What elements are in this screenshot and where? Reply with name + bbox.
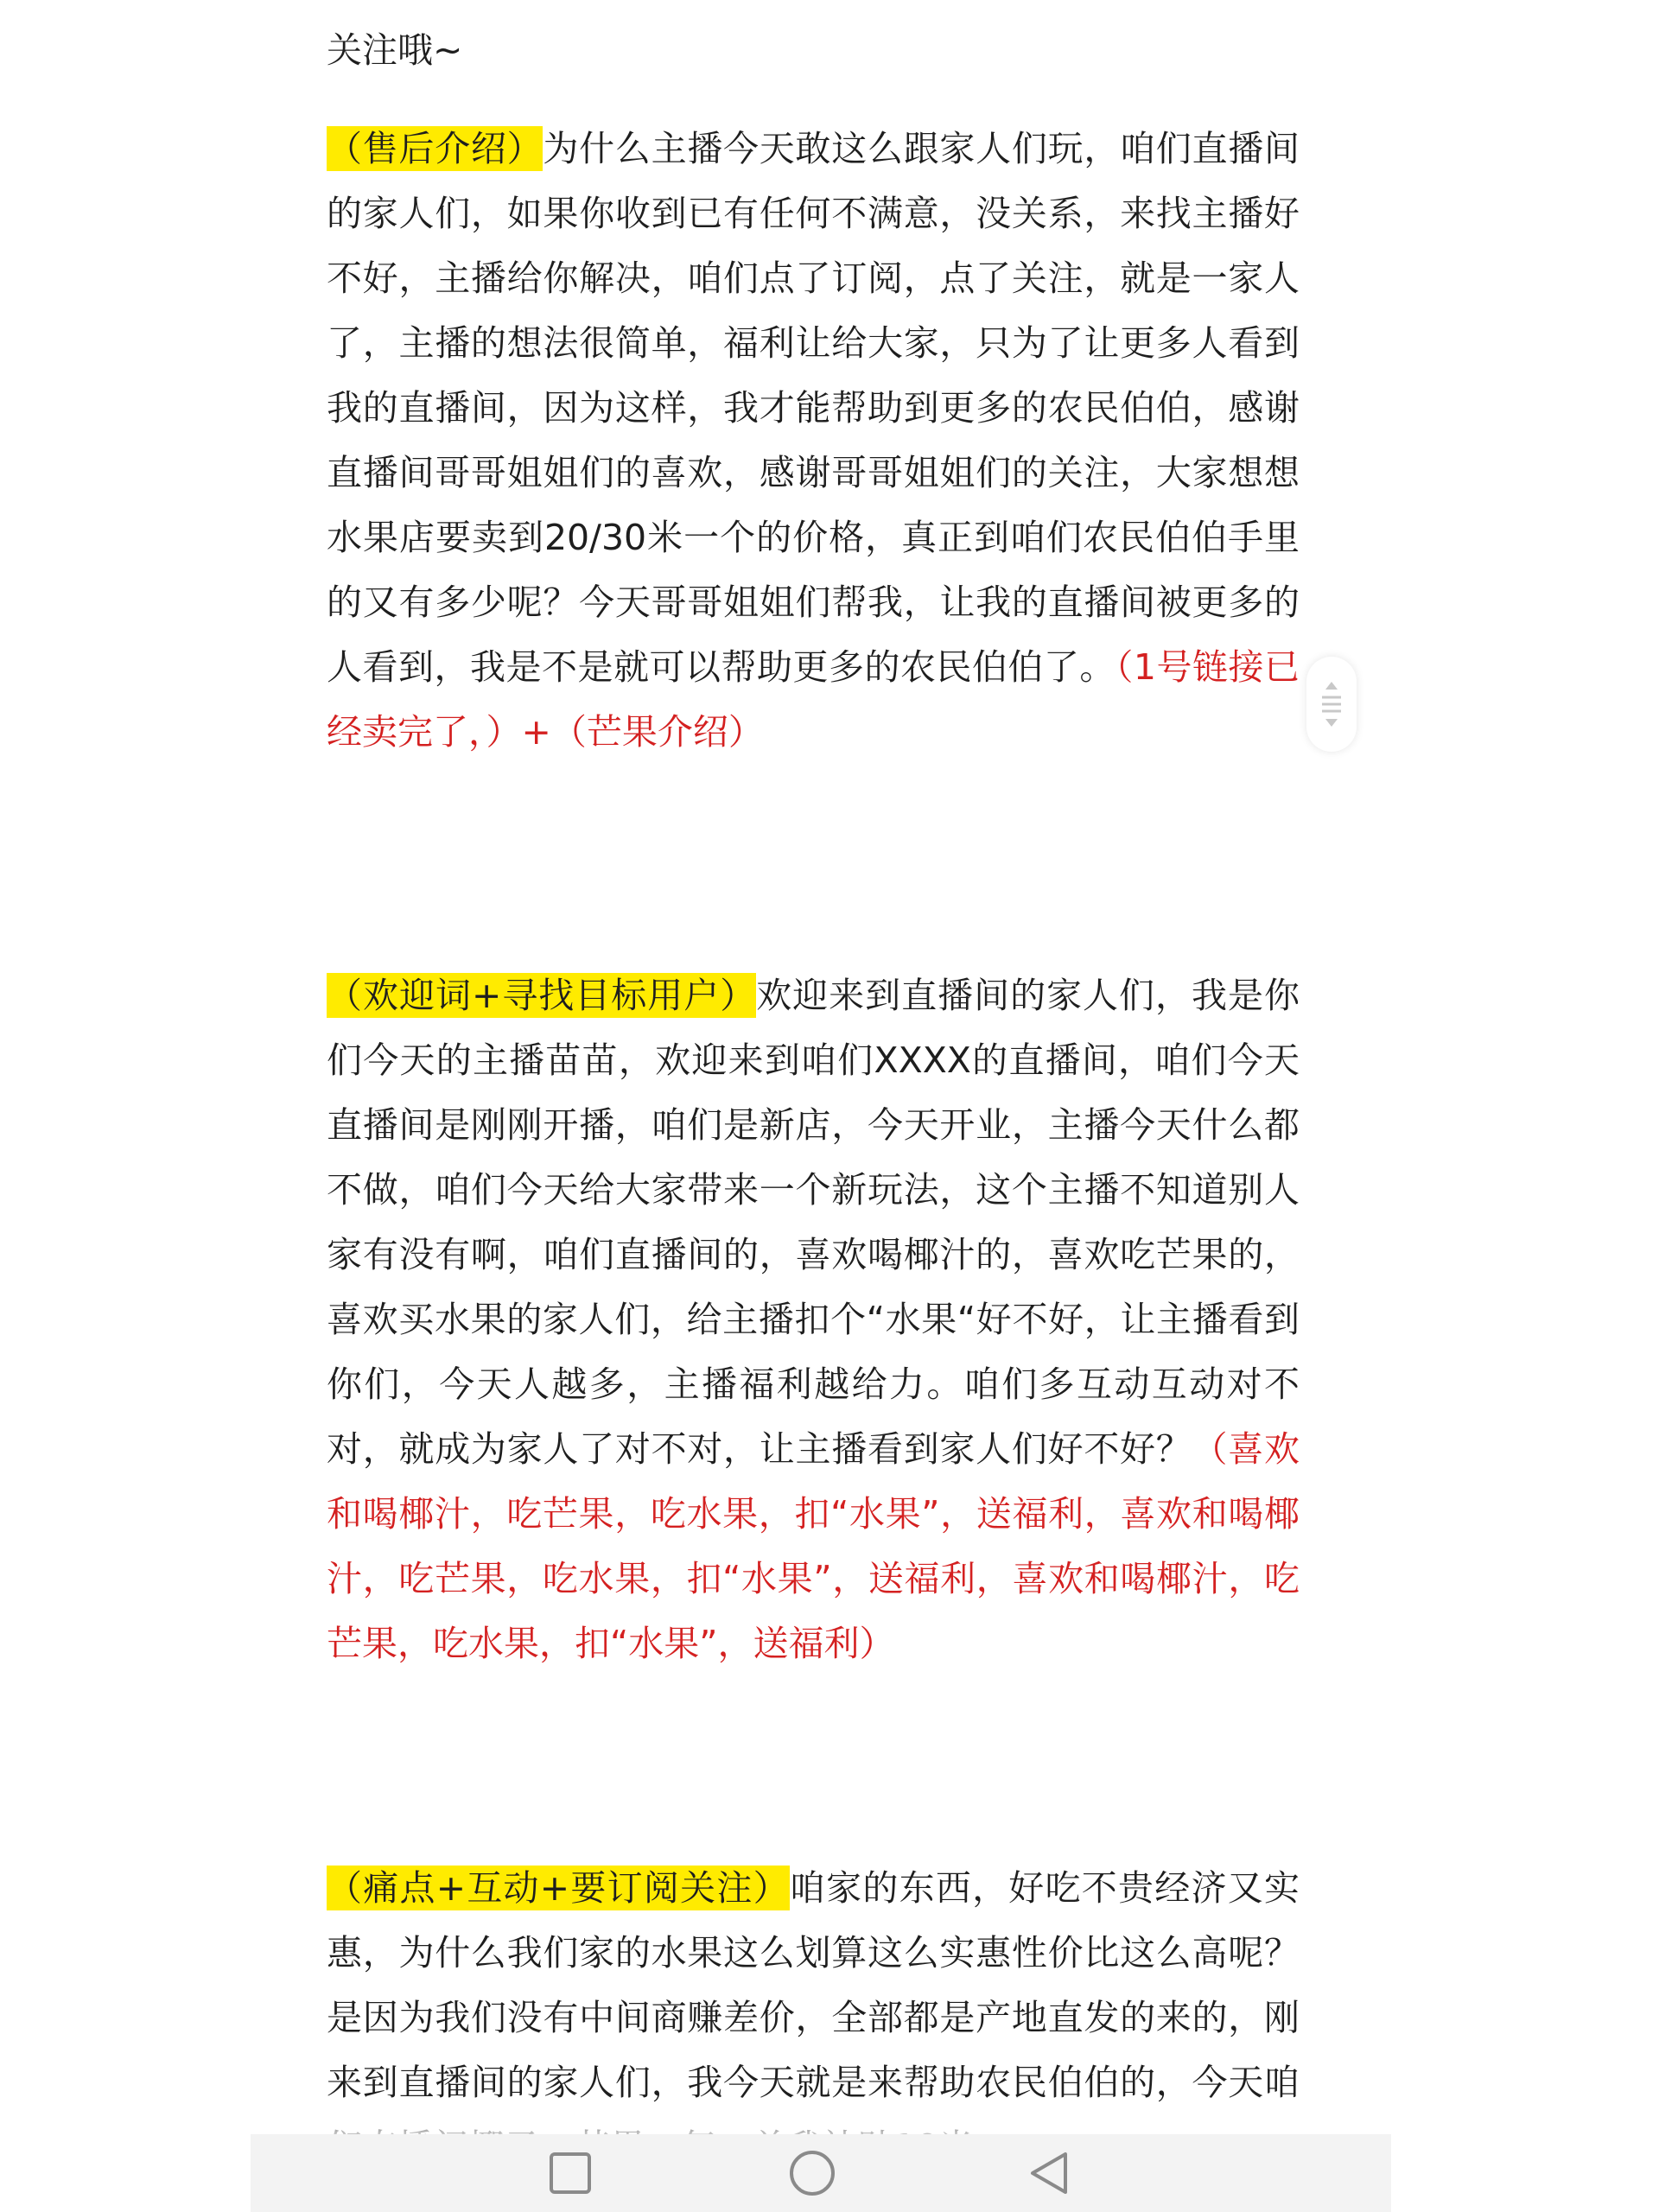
section-text: 欢迎来到直播间的家人们，我是你们今天的主播苗苗，欢迎来到咱们XXXX的直播间，咱们今天直播间是刚刚开播，咱们是新店，今天开业，主播今天什么都不做，咱们今天给大家带来一个新玩法，这个主播不知道别人家有没有啊，咱们直播间的，喜欢喝椰汁的，喜欢吃芒果的，喜欢买水果的家人们，给主播扣个“水果“好不好，让主播看到你们，今天人越多，主播福利越给力。咱们多互动互动对不对，就成为家人了对不对，让主播看到家人们好不好？: [327, 975, 1300, 1470]
home-button[interactable]: [782, 2143, 842, 2203]
section-text: 咱家的东西，好吃不贵经济又实惠，为什么我们家的水果这么划算这么实惠性价比这么高呢？是因为我们没有中间商赚差价，全部都是产地直发的来的，刚来到直播间的家人们，我今天就是来帮助农民伯伯的，今天咱: [327, 1867, 1300, 2103]
section-after-sales: [327, 117, 1300, 765]
circle-icon: [786, 2147, 838, 2199]
intro-text: 关注哦~: [327, 29, 463, 71]
section-note: （1号链接已经卖完了，）+（芒果介绍）: [327, 646, 1300, 753]
back-triangle-icon: [1024, 2147, 1076, 2199]
recent-apps-button[interactable]: [540, 2143, 601, 2203]
back-button[interactable]: [1020, 2143, 1080, 2203]
section-note: （喜欢和喝椰汁，吃芒果，吃水果，扣“水果”，送福利，喜欢和喝椰汁，吃芒果，吃水果，扣“水果”，送福利，喜欢和喝椰汁，吃芒果，吃水果，扣“水果”，送福利）: [327, 1428, 1300, 1664]
section-tag: （痛点+互动+要订阅关注）: [327, 1867, 790, 1909]
section-tag: （欢迎词+寻找目标用户）: [327, 975, 757, 1016]
intro-line: [327, 18, 462, 83]
square-icon: [544, 2147, 596, 2199]
scroll-grip-icon: [1319, 678, 1344, 730]
section-welcome: [327, 963, 1300, 1676]
section-text: 为什么主播今天敢这么跟家人们玩，咱们直播间的家人们，如果你收到已有任何不满意，没关系，来找主播好不好，主播给你解决，咱们点了订阅，点了关注，就是一家人了，主播的想法很简单，福利让给大家，只为了让更多人看到我的直播间，因为这样，我才能帮助到更多的农民伯伯，感谢直播间哥哥姐姐们的喜欢，感谢哥哥姐姐们的关注，大家想想水果店要卖到20/30米一个的价格，真正到咱们农民伯伯手里的又有多少呢？今天哥哥姐姐们帮我，让我的直播间被更多的人看到，我是不是就可以帮助更多的农民伯伯了。: [327, 128, 1300, 688]
scroll-handle[interactable]: [1306, 657, 1357, 752]
system-navigation-bar: [251, 2134, 1391, 2212]
section-tag: （售后介绍）: [327, 128, 543, 169]
